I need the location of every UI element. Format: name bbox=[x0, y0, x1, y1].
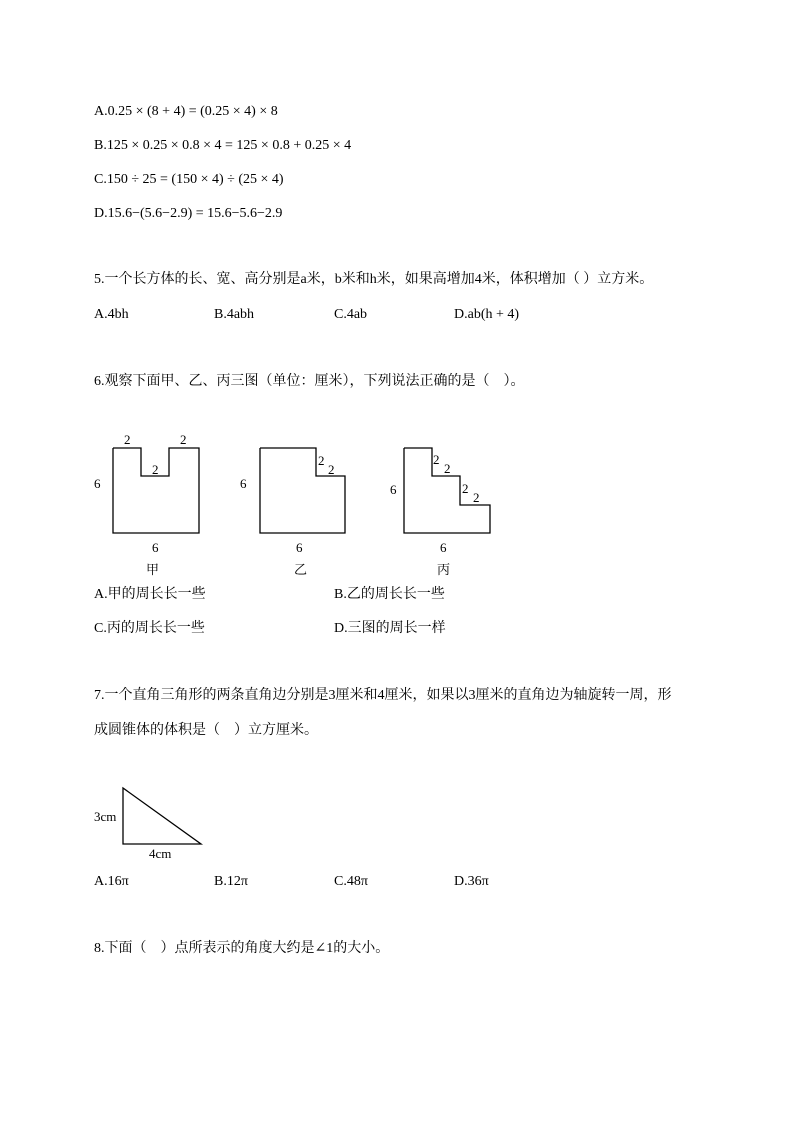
figure-bing-step2-a-label: 2 bbox=[462, 481, 469, 496]
q4-option-d[interactable]: D.15.6−(5.6−2.9) = 15.6−5.6−2.9 bbox=[94, 206, 283, 221]
figure-yi-cut-a-label: 2 bbox=[318, 453, 325, 468]
q4-option-a[interactable]: A.0.25 × (8 + 4) = (0.25 × 4) × 8 bbox=[94, 104, 278, 119]
right-triangle bbox=[123, 788, 201, 844]
q6-figures bbox=[80, 425, 600, 585]
q5-option-c[interactable]: C.4ab bbox=[334, 307, 368, 322]
figure-bing-step2-b-label: 2 bbox=[473, 490, 480, 505]
q7-stem-line2: 成圆锥体的体积是（ ）立方厘米。 bbox=[94, 723, 318, 738]
figure-bing-step1-b-label: 2 bbox=[444, 461, 451, 476]
q7-option-d[interactable]: D.36π bbox=[454, 874, 489, 889]
figure-yi-outline bbox=[260, 448, 345, 533]
figure-jia-top-right-label: 2 bbox=[180, 432, 187, 447]
q5-stem: 5.一个长方体的长、宽、高分别是a米，b米和h米，如果高增加4米，体积增加（ ）立方米。 bbox=[94, 272, 654, 287]
q7-option-b[interactable]: B.12π bbox=[214, 874, 248, 889]
figure-jia-bottom-label: 6 bbox=[152, 540, 159, 555]
q6-option-a[interactable]: A.甲的周长长一些 bbox=[94, 587, 206, 602]
q6-stem: 6.观察下面甲、乙、丙三图（单位：厘米），下列说法正确的是（ ）。 bbox=[94, 374, 525, 389]
q5-option-b[interactable]: B.4abh bbox=[214, 307, 255, 322]
figure-yi-cut-b-label: 2 bbox=[328, 462, 335, 477]
figure-bing-step1-a-label: 2 bbox=[433, 452, 440, 467]
q5-option-a[interactable]: A.4bh bbox=[94, 307, 129, 322]
q7-stem-line1: 7.一个直角三角形的两条直角边分别是3厘米和4厘米，如果以3厘米的直角边为轴旋转一周，形 bbox=[94, 688, 672, 703]
figure-jia-notch-label: 2 bbox=[152, 462, 159, 477]
figure-yi-side-label: 6 bbox=[240, 476, 247, 491]
figure-jia-outline bbox=[113, 448, 199, 533]
q6-option-c[interactable]: C.丙的周长长一些 bbox=[94, 621, 205, 636]
figure-jia-name: 甲 bbox=[146, 562, 160, 577]
q5-option-d[interactable]: D.ab(h + 4) bbox=[454, 307, 520, 322]
figure-yi-name: 乙 bbox=[294, 562, 308, 577]
q4-option-c[interactable]: C.150 ÷ 25 = (150 × 4) ÷ (25 × 4) bbox=[94, 172, 284, 187]
figure-jia-side-label: 6 bbox=[94, 476, 101, 491]
triangle-base-label: 4cm bbox=[149, 846, 172, 861]
q7-option-a[interactable]: A.16π bbox=[94, 874, 129, 889]
figure-yi-bottom-label: 6 bbox=[296, 540, 303, 555]
triangle-height-label: 3cm bbox=[94, 809, 117, 824]
q6-option-b[interactable]: B.乙的周长长一些 bbox=[334, 587, 445, 602]
q7-option-c[interactable]: C.48π bbox=[334, 874, 368, 889]
q7-triangle-figure bbox=[90, 785, 230, 865]
figure-bing-bottom-label: 6 bbox=[440, 540, 447, 555]
q4-option-b[interactable]: B.125 × 0.25 × 0.8 × 4 = 125 × 0.8 + 0.25 × 4 bbox=[94, 138, 352, 153]
figure-jia-top-left-label: 2 bbox=[124, 432, 131, 447]
q8-stem: 8.下面（ ）点所表示的角度大约是∠1的大小。 bbox=[94, 941, 390, 956]
figure-bing-name: 丙 bbox=[437, 562, 451, 577]
q6-option-d[interactable]: D.三图的周长一样 bbox=[334, 621, 446, 636]
figure-bing-side-label: 6 bbox=[390, 482, 397, 497]
